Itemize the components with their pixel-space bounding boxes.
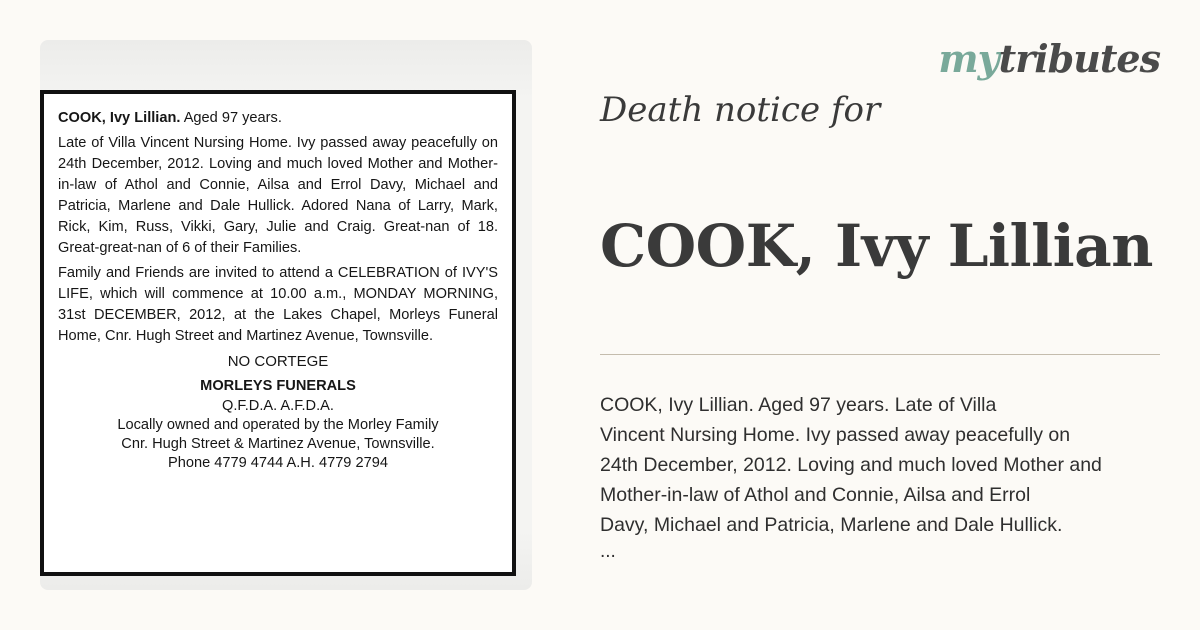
logo-tributes: tributes [998,36,1160,81]
deceased-name: COOK, Ivy Lillian [600,212,1153,280]
death-notice-heading: Death notice for [600,90,881,130]
funeral-director-name: MORLEYS FUNERALS [200,378,356,394]
funeral-director-owned: Locally owned and operated by the Morley Family [117,417,439,433]
excerpt-ellipsis: ... [600,541,616,562]
notice-excerpt: COOK, Ivy Lillian. Aged 97 years. Late of Villa Vincent Nursing Home. Ivy passed away peacefully on 24th December, 2012. Loving and much loved Mother and Mother-in-law of Athol and Connie, Ailsa and Errol Davy, Michael and Patricia, Marlene and Dale Hullick. [600,394,1102,536]
logo-my: my [938,36,999,81]
notice-image-card [40,40,532,590]
printed-notice [40,90,516,576]
notice-paragraph-2: Family and Friends are invited to attend a CELEBRATION of IVY'S LIFE, which will commence at 10.00 a.m., MONDAY MORNING, 31st DECEMBER, 2012, at the Lakes Chapel, Morleys Funeral Home, Cnr. Hugh Street and Martinez Avenue, Townsville. [58,265,498,344]
notice-cortege: NO CORTEGE [227,353,329,370]
notice-paragraph-1: Late of Villa Vincent Nursing Home. Ivy passed away peacefully on 24th December, 2012. Loving and much loved Mother and Mother-in-law of Athol and Connie, Ailsa and Errol Davy, Michael and Patricia, Marlene and Dale Hullick. Adored Nana of Larry, Mark, Rick, Kim, Russ, Vikki, Gary, Julie and Craig. Great-nan of 18. Great-great-nan of 6 of their Families. [58,135,498,256]
notice-age: Aged 97 years. [183,110,282,126]
divider [600,354,1160,355]
funeral-director-phone: Phone 4779 4744 A.H. 4779 2794 [168,455,388,471]
funeral-director-qualifications: Q.F.D.A. A.F.D.A. [222,398,334,414]
mytributes-logo[interactable] [938,36,1160,81]
funeral-director-address: Cnr. Hugh Street & Martinez Avenue, Townsville. [121,436,435,452]
notice-name: COOK, Ivy Lillian. [58,110,181,126]
